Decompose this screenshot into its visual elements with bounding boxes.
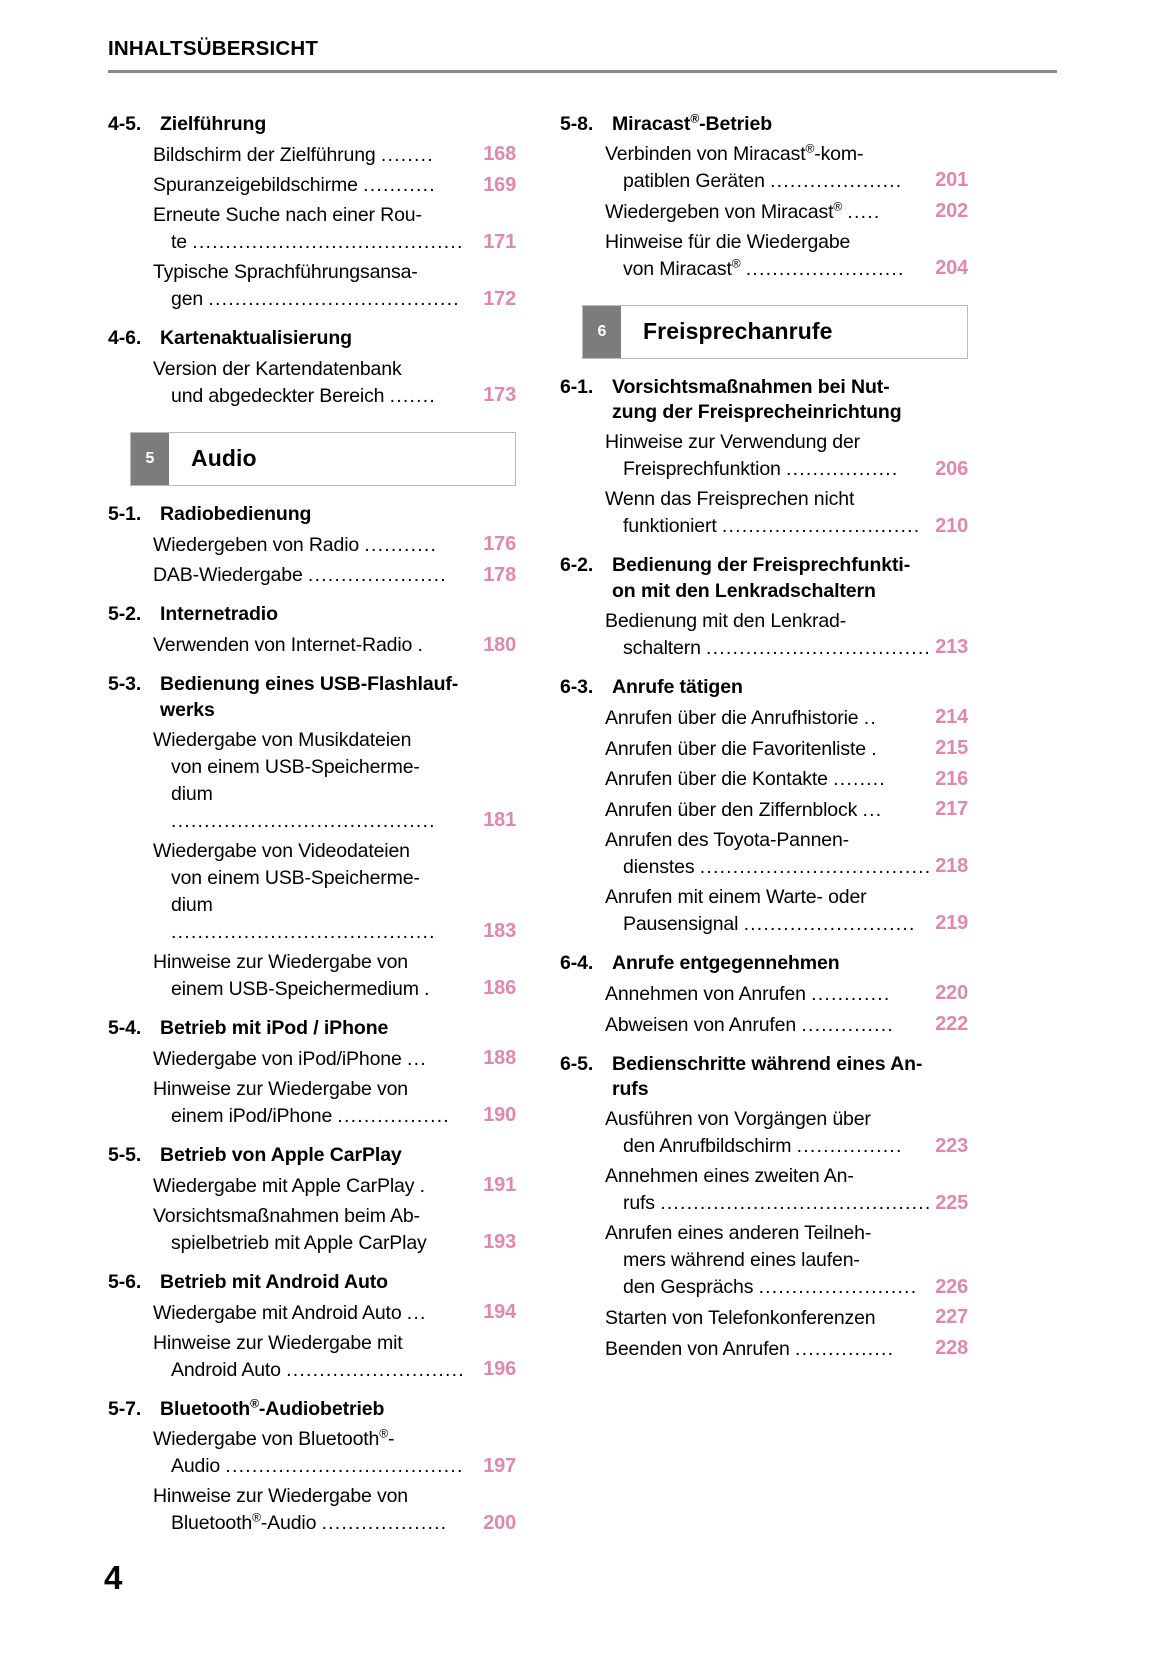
toc-entry[interactable] xyxy=(108,1426,516,1480)
toc-entry-page-number[interactable]: 227 xyxy=(935,1306,968,1329)
chapter-number-badge: 5 xyxy=(131,433,169,485)
toc-entry-page-number[interactable]: 181 xyxy=(483,809,516,832)
toc-section-heading-bedienschritte-während-eines-anrufs[interactable] xyxy=(560,1052,968,1103)
toc-entry-page-number[interactable]: 180 xyxy=(483,633,516,656)
toc-section-heading-vorsichtsmaßnahmen-bei-nutzung-der-freisprec[interactable] xyxy=(560,375,968,426)
toc-section-title: Kartenaktualisierung xyxy=(160,327,352,350)
chapter-banner-freisprechanrufe[interactable] xyxy=(582,305,968,359)
toc-entry-page-number[interactable]: 168 xyxy=(483,142,516,165)
leader-dots: ... xyxy=(406,1048,427,1071)
toc-entry-page-number[interactable]: 216 xyxy=(935,767,968,790)
toc-section-number: 5-3. xyxy=(108,673,142,696)
toc-entry-page-number[interactable]: 226 xyxy=(935,1275,968,1298)
toc-entry-page-number[interactable]: 201 xyxy=(935,169,968,192)
leader-dots: ........................ xyxy=(745,257,905,280)
toc-entry-title: Annehmen eines zweiten An- rufs ......................................... xyxy=(605,1165,932,1215)
toc-section-heading-betrieb-mit-ipod-iphone[interactable] xyxy=(108,1016,516,1041)
toc-entry[interactable] xyxy=(108,562,516,590)
leader-dots: ............ xyxy=(811,983,891,1006)
toc-entry[interactable] xyxy=(108,1330,516,1384)
toc-entry-page-number[interactable]: 196 xyxy=(483,1358,516,1381)
leader-dots: .............................. xyxy=(721,515,921,538)
toc-section-heading-kartenaktualisierung[interactable] xyxy=(108,326,516,351)
toc-section-heading-internetradio[interactable] xyxy=(108,602,516,627)
toc-entry-title: Hinweise zur Wiedergabe von Bluetooth®-Audio ................... xyxy=(153,1485,448,1535)
toc-entry[interactable] xyxy=(560,980,968,1008)
toc-entry-title: Anrufen mit einem Warte- oder Pausensignal .......................... xyxy=(605,886,916,936)
leader-dots: ...................................... xyxy=(208,288,460,311)
leader-dots: ..... xyxy=(847,200,881,223)
toc-entry-title: Bildschirm der Zielführung ........ xyxy=(153,143,434,166)
toc-entry[interactable] xyxy=(560,827,968,881)
leader-dots: ........ xyxy=(833,768,887,791)
toc-entry[interactable] xyxy=(108,1045,516,1073)
toc-entry-title: Wiedergabe von Videodateien von einem USB-Speicherme- dium ........................................ xyxy=(153,840,436,944)
toc-entry[interactable] xyxy=(560,884,968,938)
toc-entry-title: Annehmen von Anrufen ............ xyxy=(605,983,891,1006)
toc-entry-page-number[interactable]: 213 xyxy=(935,636,968,659)
leader-dots: ......................................... xyxy=(660,1192,932,1215)
toc-entry-title: Typische Sprachführungsansa- gen ...................................... xyxy=(153,261,460,311)
toc-entry[interactable] xyxy=(108,356,516,410)
toc-columns xyxy=(108,99,1057,1541)
toc-section-heading-miracast-betrieb[interactable] xyxy=(560,112,968,137)
toc-entry-title: Anrufen eines anderen Teilneh- mers während eines laufen- den Gesprächs ........................ xyxy=(605,1222,918,1299)
toc-entry-page-number[interactable]: 176 xyxy=(483,532,516,555)
toc-entry-title: Version der Kartendatenbank und abgedeckter Bereich ....... xyxy=(153,357,436,407)
toc-entry-page-number[interactable]: 190 xyxy=(483,1104,516,1127)
toc-entry-title: Wiedergabe von Musikdateien von einem USB-Speicherme- dium ........................................ xyxy=(153,729,436,833)
toc-entry-page-number[interactable]: 200 xyxy=(483,1511,516,1534)
toc-entry-page-number[interactable]: 228 xyxy=(935,1337,968,1360)
toc-entry-page-number[interactable]: 223 xyxy=(935,1134,968,1157)
toc-entry[interactable] xyxy=(108,1483,516,1537)
leader-dots: ....... xyxy=(389,384,436,407)
toc-entry[interactable] xyxy=(560,1163,968,1217)
toc-entry-page-number[interactable]: 219 xyxy=(935,912,968,935)
toc-section-title: Bluetooth®-Audiobetrieb xyxy=(160,1396,385,1421)
toc-entry[interactable] xyxy=(108,172,516,200)
leader-dots: . xyxy=(417,634,425,657)
running-head: INHALTSÜBERSICHT xyxy=(108,37,319,60)
page-number: 4 xyxy=(104,1559,122,1596)
toc-entry-page-number[interactable]: 206 xyxy=(935,457,968,480)
toc-section-number: 5-6. xyxy=(108,1271,142,1294)
leader-dots: ................... xyxy=(321,1512,448,1535)
toc-entry-title: Verwenden von Internet-Radio . xyxy=(153,634,425,657)
leader-dots: .................... xyxy=(770,169,903,192)
toc-section-title: Internetradio xyxy=(160,603,278,626)
toc-entry-page-number[interactable]: 171 xyxy=(483,230,516,253)
toc-entry[interactable] xyxy=(108,727,516,835)
toc-entry-title: Beenden von Anrufen ............... xyxy=(605,1337,895,1360)
toc-entry[interactable] xyxy=(108,202,516,256)
toc-column-left xyxy=(108,99,516,1541)
toc-entry-page-number[interactable]: 225 xyxy=(935,1191,968,1214)
leader-dots: ........... xyxy=(363,174,436,197)
toc-entry[interactable] xyxy=(560,1011,968,1039)
toc-entry[interactable] xyxy=(560,229,968,283)
toc-entry[interactable] xyxy=(108,1299,516,1327)
leader-dots: ............... xyxy=(795,1337,895,1360)
leader-dots: ........ xyxy=(380,143,434,166)
toc-entry-page-number[interactable]: 214 xyxy=(935,706,968,729)
toc-entry-title: Hinweise zur Verwendung der Freisprechfunktion ................. xyxy=(605,431,899,481)
toc-entry-page-number[interactable]: 194 xyxy=(483,1301,516,1324)
toc-entry-title: Wiedergeben von Miracast® ..... xyxy=(605,199,881,223)
toc-section-title: Bedienschritte während eines An- rufs xyxy=(612,1052,923,1101)
toc-entry-title: Anrufen des Toyota-Pannen- dienstes ................................... xyxy=(605,829,932,879)
toc-entry-title: Wenn das Freisprechen nicht funktioniert .............................. xyxy=(605,488,921,538)
chapter-banner-audio[interactable] xyxy=(130,432,516,486)
toc-entry[interactable] xyxy=(108,531,516,559)
toc-entry[interactable] xyxy=(560,1220,968,1301)
toc-entry-title: Verbinden von Miracast®-kom- patiblen Geräten .................... xyxy=(605,141,903,192)
toc-section-title: Bedienung der Freisprechfunkti- on mit den Lenkradschaltern xyxy=(612,554,911,602)
toc-section-number: 6-5. xyxy=(560,1052,594,1075)
toc-section-number: 5-5. xyxy=(108,1144,142,1167)
leader-dots: ... xyxy=(862,799,883,822)
toc-entry[interactable] xyxy=(108,1203,516,1257)
toc-entry-page-number[interactable]: 186 xyxy=(483,977,516,1000)
toc-entry-title: Hinweise zur Wiedergabe von einem USB-Speichermedium . xyxy=(153,951,431,1001)
toc-entry-title: Anrufen über den Ziffernblock ... xyxy=(605,799,883,822)
toc-entry[interactable] xyxy=(560,198,968,226)
toc-section-number: 5-2. xyxy=(108,603,142,626)
toc-entry-page-number[interactable]: 193 xyxy=(483,1231,516,1254)
toc-entry-title: Erneute Suche nach einer Rou- te ......................................... xyxy=(153,204,464,254)
toc-entry-title: Spuranzeigebildschirme ........... xyxy=(153,174,436,197)
toc-section-number: 5-8. xyxy=(560,112,594,135)
toc-section-number: 6-1. xyxy=(560,375,594,398)
toc-entry-page-number[interactable]: 218 xyxy=(935,855,968,878)
toc-entry[interactable] xyxy=(108,632,516,660)
toc-entry-title: Vorsichtsmaßnahmen beim Ab- spielbetrieb mit Apple CarPlay xyxy=(153,1205,427,1255)
leader-dots: ................................... xyxy=(699,856,932,879)
toc-entry[interactable] xyxy=(560,704,968,732)
leader-dots: . xyxy=(871,737,878,760)
leader-dots: ........................ xyxy=(758,1276,918,1299)
toc-section-title: Betrieb von Apple CarPlay xyxy=(160,1144,402,1167)
toc-entry-page-number[interactable]: 191 xyxy=(483,1174,516,1197)
toc-entry[interactable] xyxy=(560,141,968,195)
toc-entry[interactable] xyxy=(560,608,968,662)
toc-section-number: 6-4. xyxy=(560,952,594,975)
toc-section-heading-anrufe-entgegennehmen[interactable] xyxy=(560,951,968,976)
leader-dots: ................. xyxy=(337,1105,450,1128)
leader-dots: .............. xyxy=(801,1013,894,1036)
toc-entry-page-number[interactable]: 222 xyxy=(935,1013,968,1036)
toc-section-title: Betrieb mit iPod / iPhone xyxy=(160,1017,389,1040)
toc-entry[interactable] xyxy=(560,1304,968,1332)
leader-dots: . xyxy=(424,978,431,1001)
toc-section-title: Radiobedienung xyxy=(160,502,312,525)
leader-dots: .................................. xyxy=(706,636,932,659)
toc-entry-page-number[interactable]: 169 xyxy=(483,173,516,196)
toc-entry-page-number[interactable]: 220 xyxy=(935,982,968,1005)
toc-section-heading-betrieb-von-apple-carplay[interactable] xyxy=(108,1143,516,1168)
leader-dots: ................. xyxy=(785,458,899,481)
toc-section-number: 4-6. xyxy=(108,327,142,350)
toc-section-number: 6-3. xyxy=(560,675,594,698)
toc-entry-page-number[interactable]: 204 xyxy=(935,256,968,279)
toc-entry[interactable] xyxy=(560,1335,968,1363)
toc-entry[interactable] xyxy=(108,141,516,169)
toc-section-title: Zielführung xyxy=(160,112,267,135)
toc-section-number: 5-4. xyxy=(108,1017,142,1040)
toc-entry-title: Ausführen von Vorgängen über den Anrufbildschirm ................ xyxy=(605,1108,903,1158)
toc-section-number: 4-5. xyxy=(108,112,142,135)
toc-entry-title: Wiedergabe von Bluetooth®- Audio .................................... xyxy=(153,1426,464,1478)
toc-entry-title: Anrufen über die Anrufhistorie .. xyxy=(605,706,878,729)
chapter-title: Audio xyxy=(191,445,257,472)
leader-dots: ........................................ xyxy=(171,921,436,944)
toc-section-number: 5-7. xyxy=(108,1398,142,1421)
toc-section-heading-betrieb-mit-android-auto[interactable] xyxy=(108,1270,516,1295)
leader-dots: .................................... xyxy=(225,1455,464,1478)
toc-entry-page-number[interactable]: 217 xyxy=(935,798,968,821)
toc-section-number: 5-1. xyxy=(108,502,142,525)
toc-section-title: Anrufe entgegennehmen xyxy=(612,952,840,975)
toc-section-heading-bedienung-der-freisprechfunktion-mit-den-len[interactable] xyxy=(560,553,968,604)
chapter-title: Freisprechanrufe xyxy=(643,318,833,345)
toc-entry[interactable] xyxy=(560,429,968,483)
toc-section-heading-bluetooth-audiobetrieb[interactable] xyxy=(108,1397,516,1422)
leader-dots: .......................... xyxy=(743,913,916,936)
toc-entry[interactable] xyxy=(560,796,968,824)
header-rule xyxy=(108,70,1057,73)
toc-entry[interactable] xyxy=(108,1172,516,1200)
toc-entry-title: Anrufen über die Favoritenliste . xyxy=(605,737,878,760)
toc-entry[interactable] xyxy=(560,1106,968,1160)
toc-entry[interactable] xyxy=(108,259,516,313)
toc-entry[interactable] xyxy=(108,1076,516,1130)
toc-entry-page-number[interactable]: 215 xyxy=(935,736,968,759)
leader-dots: ..................... xyxy=(307,564,447,587)
toc-section-title: Miracast®-Betrieb xyxy=(612,111,773,135)
toc-entry-page-number[interactable]: 173 xyxy=(483,383,516,406)
toc-entry-title: Wiedergeben von Radio ........... xyxy=(153,533,438,556)
toc-section-title: Vorsichtsmaßnahmen bei Nut- zung der Freisprecheinrichtung xyxy=(612,375,902,423)
leader-dots: .. xyxy=(863,706,878,729)
toc-entry-title: Wiedergabe mit Android Auto ... xyxy=(153,1302,427,1325)
toc-section-heading-bedienung-eines-usb-flashlauf-werks[interactable] xyxy=(108,672,516,723)
toc-entry[interactable] xyxy=(560,735,968,763)
chapter-number-badge: 6 xyxy=(583,306,621,358)
toc-column-right xyxy=(560,99,968,1366)
toc-entry-page-number[interactable]: 183 xyxy=(483,920,516,943)
toc-section-title: Betrieb mit Android Auto xyxy=(160,1271,388,1294)
toc-entry-title: Anrufen über die Kontakte ........ xyxy=(605,768,887,791)
toc-entry[interactable] xyxy=(108,838,516,946)
toc-entry-title: Wiedergabe von iPod/iPhone ... xyxy=(153,1048,427,1071)
toc-section-title: Anrufe tätigen xyxy=(612,675,743,698)
leader-dots: ................ xyxy=(796,1135,903,1158)
toc-section-number: 6-2. xyxy=(560,554,594,577)
toc-entry-page-number[interactable]: 197 xyxy=(483,1454,516,1477)
toc-entry-title: Starten von Telefonkonferenzen xyxy=(605,1307,876,1330)
leader-dots: ........................................ xyxy=(171,810,436,833)
toc-entry-page-number[interactable]: 178 xyxy=(483,563,516,586)
leader-dots: . xyxy=(419,1175,427,1198)
toc-section-heading-anrufe-tätigen[interactable] xyxy=(560,675,968,700)
toc-entry-title: Hinweise für die Wiedergabe von Miracast® ........................ xyxy=(605,230,905,280)
toc-entry-title: Hinweise zur Wiedergabe mit Android Auto ........................... xyxy=(153,1332,465,1382)
toc-entry-page-number[interactable]: 202 xyxy=(935,199,968,222)
leader-dots: ... xyxy=(406,1302,427,1325)
toc-entry-title: Abweisen von Anrufen .............. xyxy=(605,1013,894,1036)
toc-entry[interactable] xyxy=(560,486,968,540)
leader-dots: ........................... xyxy=(286,1359,465,1382)
toc-entry[interactable] xyxy=(560,766,968,794)
toc-entry-page-number[interactable]: 188 xyxy=(483,1047,516,1070)
toc-entry-page-number[interactable]: 172 xyxy=(483,287,516,310)
toc-section-heading-zielführung[interactable] xyxy=(108,112,516,137)
toc-section-heading-radiobedienung[interactable] xyxy=(108,502,516,527)
toc-entry-title: DAB-Wiedergabe ..................... xyxy=(153,564,447,587)
toc-section-title: Bedienung eines USB-Flashlauf- werks xyxy=(160,673,459,721)
toc-entry-title: Hinweise zur Wiedergabe von einem iPod/iPhone ................. xyxy=(153,1078,450,1128)
toc-entry-title: Wiedergabe mit Apple CarPlay . xyxy=(153,1175,427,1198)
toc-entry[interactable] xyxy=(108,949,516,1003)
toc-entry-page-number[interactable]: 210 xyxy=(935,514,968,537)
leader-dots: ......................................... xyxy=(192,231,464,254)
toc-entry-title: Bedienung mit den Lenkrad- schaltern .................................. xyxy=(605,609,932,659)
leader-dots: ........... xyxy=(364,533,438,556)
